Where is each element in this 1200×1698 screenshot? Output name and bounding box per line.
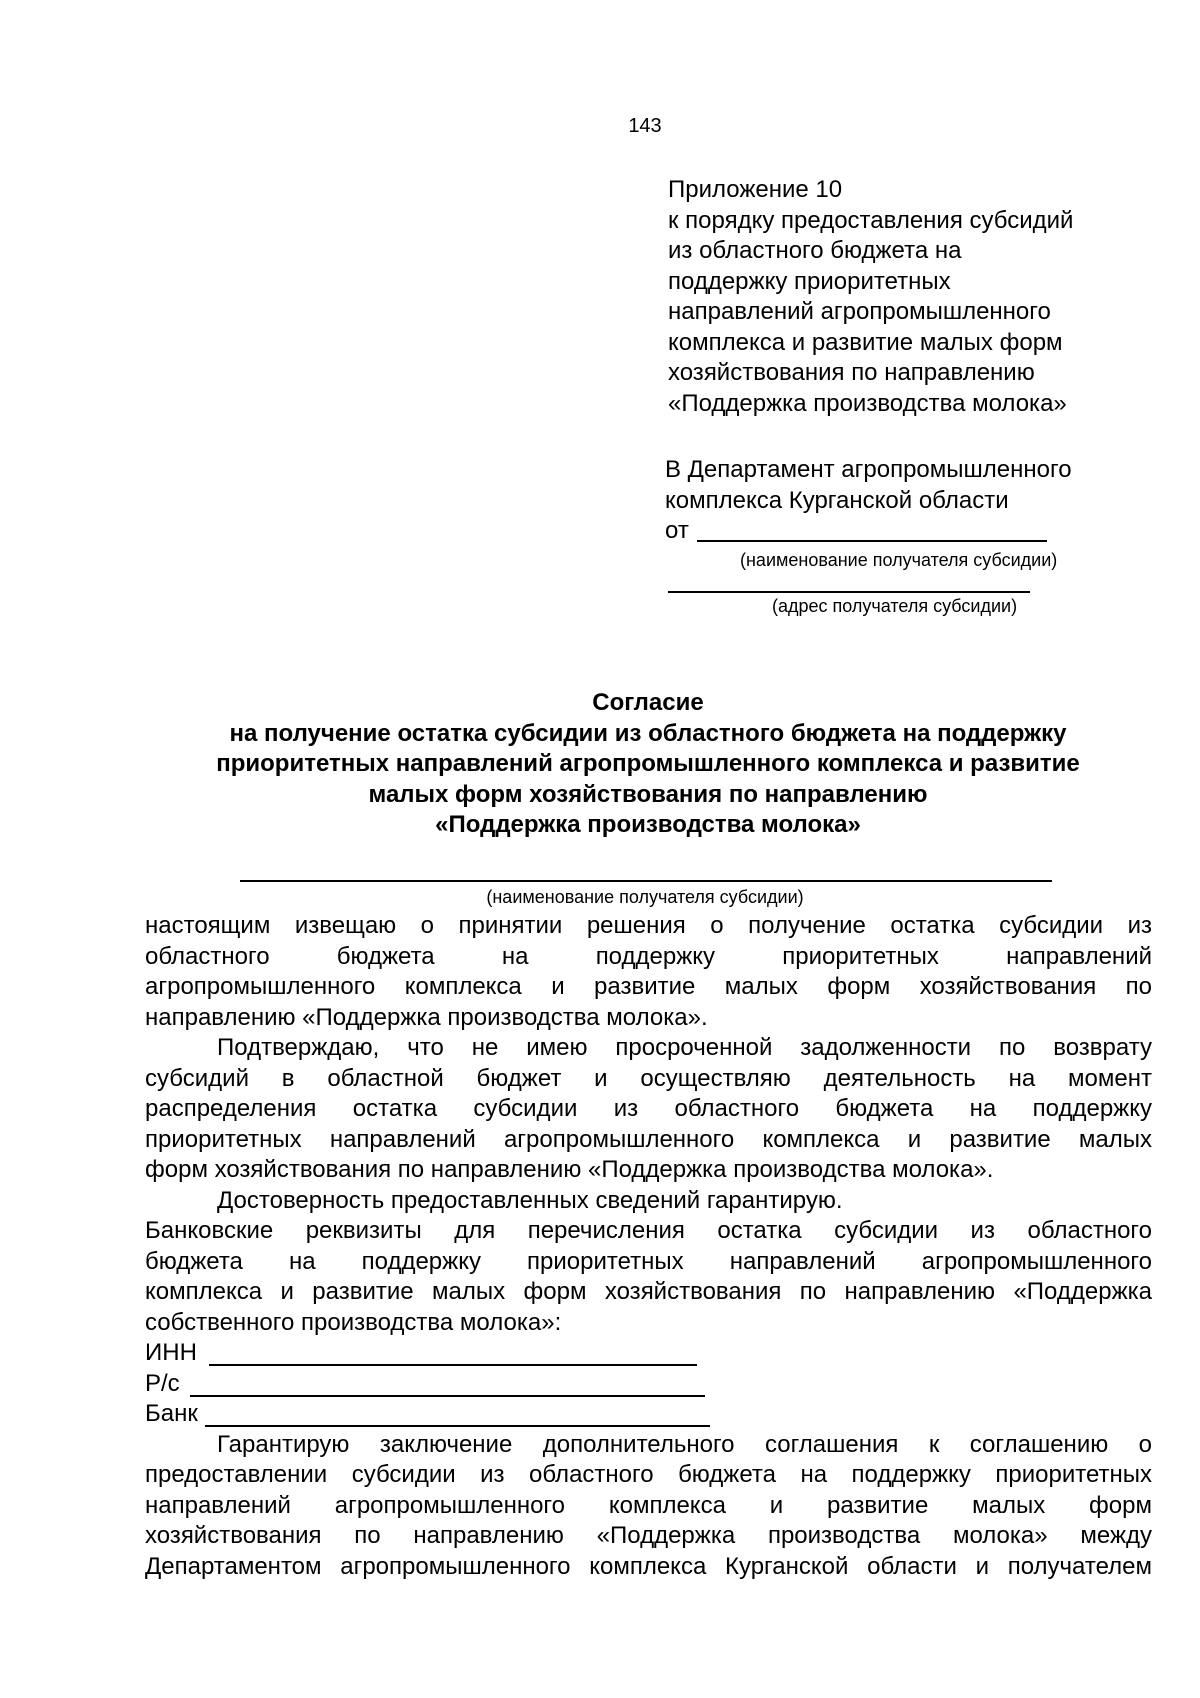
paragraph-line: собственного производства молока»:	[145, 1308, 562, 1336]
paragraph-line: Банковские реквизиты для перечисления остатка субсидии из областного	[145, 1217, 1152, 1244]
paragraph-line: направлений агропромышленного комплекса и развитие малых форм	[145, 1491, 1152, 1519]
from-row	[665, 516, 1165, 546]
account-label: Р/с	[145, 1369, 180, 1397]
appendix-block	[668, 175, 1168, 419]
account-field-row	[145, 1369, 1152, 1400]
paragraph-line: бюджета на поддержку приоритетных направлений агропромышленного	[145, 1247, 1152, 1275]
paragraph-line: распределения остатка субсидии из областного бюджета на поддержку	[145, 1095, 1152, 1122]
paragraph-line: настоящим извещаю о принятии решения о получение остатка субсидии из	[145, 912, 1152, 939]
title-line: Согласие	[592, 689, 704, 716]
appendix-line: комплекса и развитие малых форм	[668, 328, 1063, 356]
appendix-line: Приложение 10	[668, 176, 843, 203]
from-label: от	[665, 517, 689, 544]
body-text	[145, 911, 1152, 1582]
inn-field-row	[145, 1338, 1152, 1369]
paragraph-line: агропромышленного комплекса и развитие малых форм хозяйствования по	[145, 973, 1152, 1000]
inn-blank	[209, 1364, 697, 1366]
addressee-block	[665, 455, 1165, 546]
addressee-line: комплекса Курганской области	[665, 486, 1009, 514]
appendix-line: «Поддержка производства молока»	[668, 389, 1067, 417]
bank-blank	[205, 1425, 710, 1427]
paragraph-line: областного бюджета на поддержку приоритетных направлений	[145, 942, 1152, 970]
applicant-name-blank	[240, 880, 1052, 882]
paragraph-line: форм хозяйствования по направлению «Поддержка производства молока».	[145, 1156, 994, 1183]
account-blank	[190, 1395, 705, 1397]
recipient-address-blank	[668, 591, 1030, 593]
paragraph-line: направлению «Поддержка производства молока».	[145, 1003, 708, 1031]
appendix-line: направлений агропромышленного	[668, 298, 1051, 325]
title-line: на получение остатка субсидии из областного бюджета на поддержку	[229, 719, 1067, 747]
address-caption: (адрес получателя субсидии)	[772, 596, 1018, 616]
inn-label: ИНН	[145, 1339, 197, 1366]
paragraph-line: Достоверность предоставленных сведений гарантирую.	[217, 1186, 843, 1214]
page-number: 143	[628, 115, 662, 137]
paragraph-line: комплекса и развитие малых форм хозяйствования по направлению «Поддержка	[145, 1278, 1152, 1305]
title-line: «Поддержка производства молока»	[435, 811, 861, 838]
appendix-line: хозяйствования по направлению	[668, 359, 1035, 386]
bank-field-row	[145, 1399, 1152, 1430]
appendix-line: поддержку приоритетных	[668, 267, 951, 295]
recipient-name-blank	[697, 540, 1047, 542]
document-title	[143, 688, 1153, 841]
paragraph-line: хозяйствования по направлению «Поддержка производства молока» между	[145, 1522, 1152, 1549]
paragraph-line: Гарантирую заключение дополнительного соглашения к соглашению о	[217, 1430, 1152, 1458]
title-line: приоритетных направлений агропромышленного комплекса и развитие	[216, 750, 1080, 777]
recipient-caption: (наименование получателя субсидии)	[740, 550, 1058, 570]
addressee-line: В Департамент агропромышленного	[665, 456, 1072, 483]
paragraph-line: Подтверждаю, что не имею просроченной задолженности по возврату	[217, 1034, 1152, 1061]
applicant-name-caption: (наименование получателя субсидии)	[486, 887, 804, 907]
appendix-line: к порядку предоставления субсидий	[668, 206, 1074, 234]
paragraph-line: приоритетных направлений агропромышленного комплекса и развитие малых	[145, 1125, 1152, 1153]
title-line: малых форм хозяйствования по направлению	[368, 780, 928, 808]
paragraph-line: субсидий в областной бюджет и осуществляю деятельность на момент	[145, 1064, 1152, 1092]
appendix-line: из областного бюджета на	[668, 237, 962, 264]
paragraph-line: Департаментом агропромышленного комплекса Курганской области и получателем	[145, 1552, 1152, 1580]
paragraph-line: предоставлении субсидии из областного бюджета на поддержку приоритетных	[145, 1461, 1152, 1488]
bank-label: Банк	[145, 1400, 198, 1427]
